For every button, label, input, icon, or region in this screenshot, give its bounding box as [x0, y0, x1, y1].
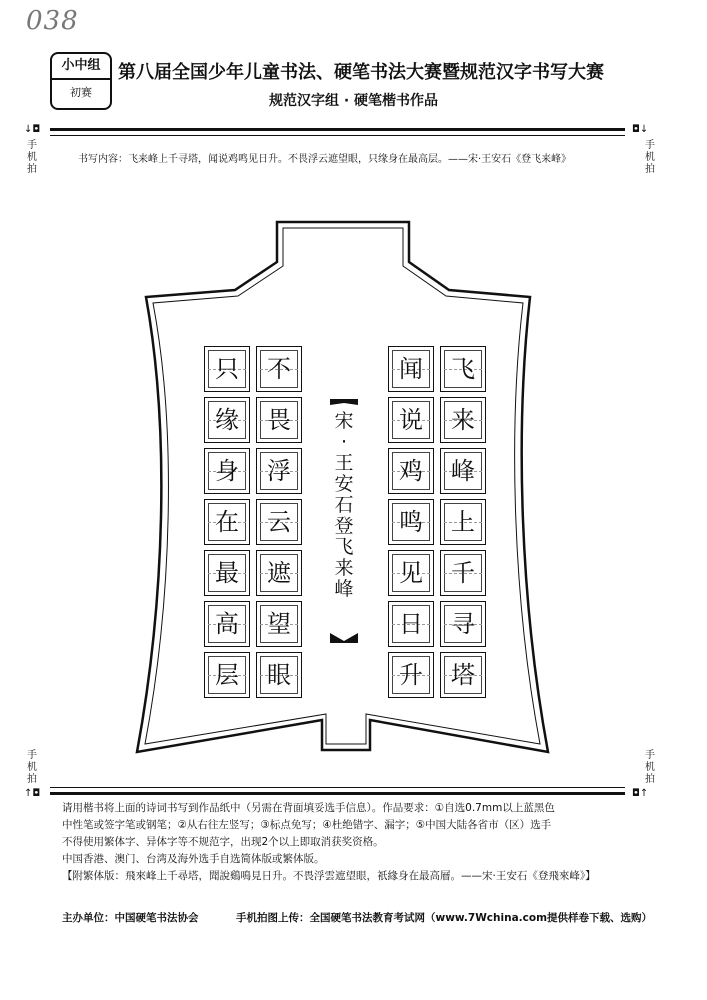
- grid-cell: 来: [440, 397, 486, 443]
- grid-cell: 浮: [256, 448, 302, 494]
- grid-cell: 日: [388, 601, 434, 647]
- bottom-rule: [50, 792, 625, 795]
- entry-number: 038: [26, 6, 79, 36]
- content-text: 书写内容：飞来峰上千寻塔，闻说鸡鸣见日升。不畏浮云遮望眼，只缘身在最高层。——宋·王安石《登飞来峰》: [78, 154, 572, 165]
- grid-cell: 不: [256, 346, 302, 392]
- grid-cell: 遮: [256, 550, 302, 596]
- grid-cell: 云: [256, 499, 302, 545]
- grid-cell: 塔: [440, 652, 486, 698]
- side-label-bottom-right: 手 机 拍: [645, 750, 655, 785]
- grid-cell: 只: [204, 346, 250, 392]
- grid-cell: 鸡: [388, 448, 434, 494]
- grid-cell: 眼: [256, 652, 302, 698]
- grid-cell: 见: [388, 550, 434, 596]
- grid-cell: 在: [204, 499, 250, 545]
- grid-cell: 身: [204, 448, 250, 494]
- footer-organizer: 主办单位：中国硬笔书法协会: [62, 912, 199, 924]
- grid-cell: 高: [204, 601, 250, 647]
- grid-cell: 峰: [440, 448, 486, 494]
- signature-column: [326, 395, 362, 648]
- grid-cell: 层: [204, 652, 250, 698]
- instructions: [62, 800, 652, 885]
- group-badge-bottom: 初赛: [70, 86, 92, 99]
- instruction-line: 中国香港、澳门、台湾及海外选手自选简体版或繁体版。: [62, 853, 325, 865]
- grid-cell: 飞: [440, 346, 486, 392]
- page-title: 第八届全国少年儿童书法、硬笔书法大赛暨规范汉字书写大赛: [118, 62, 604, 83]
- footer-upload: 手机拍图上传：全国硬笔书法教育考试网（www.7Wchina.com提供样卷下载、选购）: [236, 912, 653, 924]
- instruction-line: 不得使用繁体字、异体字等不规范字，出现2个以上即取消获奖资格。: [62, 836, 384, 848]
- grid-cell: 千: [440, 550, 486, 596]
- instruction-line: 请用楷书将上面的诗词书写到作品纸中（另需在背面填妥选手信息）。作品要求：①自选0.7mm以上蓝黑色: [62, 802, 555, 814]
- camera-arrow-up-icon: ◘↑: [632, 788, 649, 799]
- grid-cell: 闻: [388, 346, 434, 392]
- grid-cell: 鸣: [388, 499, 434, 545]
- grid-cell: 升: [388, 652, 434, 698]
- grid-cell: 寻: [440, 601, 486, 647]
- instruction-line: 中性笔或签字笔或钢笔；②从右往左竖写；③标点免写；④杜绝错字、漏字；⑤中国大陆各省市（区）选手: [62, 819, 552, 831]
- bottom-rule-thin: [50, 787, 625, 788]
- grid-cell: 最: [204, 550, 250, 596]
- signature-text: 宋 · 王 安 石 登 飞 来 峰: [334, 410, 354, 600]
- instruction-line: 【附繁体版：飛來峰上千尋塔，聞說鷄鳴見日升。不畏浮雲遮望眼，祇緣身在最高層。——宋·王安石《登飛來峰》】: [62, 870, 596, 882]
- grid-cell: 望: [256, 601, 302, 647]
- arrow-up-camera-icon: ↑◘: [24, 788, 41, 799]
- grid-cell: 缘: [204, 397, 250, 443]
- side-label-bottom-left: 手 机 拍: [27, 750, 37, 785]
- grid-cell: 畏: [256, 397, 302, 443]
- group-badge-top: 小中组: [52, 54, 110, 80]
- page-subtitle: 规范汉字组 · 硬笔楷书作品: [268, 93, 439, 109]
- arrow-camera-icon: ↓◘: [24, 124, 41, 135]
- camera-arrow-icon: ◘↓: [632, 124, 649, 135]
- side-label-top-right: 手 机 拍: [645, 140, 655, 175]
- grid-cell: 上: [440, 499, 486, 545]
- grid-cell: 说: [388, 397, 434, 443]
- side-label-top-left: 手 机 拍: [27, 140, 37, 175]
